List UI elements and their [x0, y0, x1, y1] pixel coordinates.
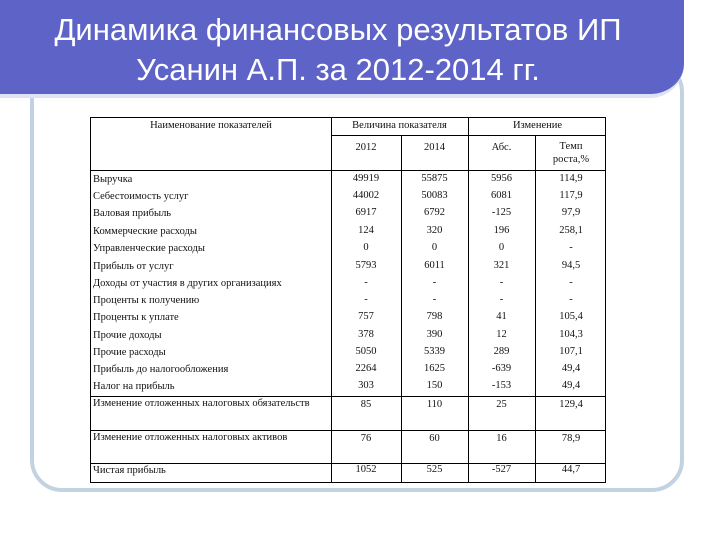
- row-label: Проценты к получению: [93, 295, 200, 306]
- table-cell: 289: [493, 346, 510, 357]
- table-cell: 320: [426, 225, 443, 236]
- table-cell: 5050: [355, 346, 377, 357]
- row-label: Управленческие расходы: [93, 243, 205, 254]
- table-cell: 78,9: [561, 433, 581, 444]
- table-cell: 117,9: [559, 190, 583, 201]
- table-cell: 94,5: [561, 260, 581, 271]
- row-label: Доходы от участия в других организациях: [93, 278, 282, 289]
- table-cell: -: [499, 294, 504, 305]
- table-cell: -: [569, 242, 573, 253]
- table-cell: 1052: [355, 464, 377, 475]
- table-cell: -527: [491, 464, 512, 475]
- table-cell: 49,4: [561, 380, 581, 391]
- table-cell: 6081: [491, 190, 512, 201]
- table-cell: 25: [496, 399, 507, 410]
- table-cell: 5339: [424, 346, 445, 357]
- table-cell: 41: [496, 311, 507, 322]
- header-change: Изменение: [512, 120, 563, 131]
- table-cell: 6011: [424, 260, 445, 271]
- table-cell: 321: [493, 260, 510, 271]
- table-cell: 124: [358, 225, 374, 236]
- table-cell: 5793: [355, 260, 377, 271]
- table-cell: -: [569, 294, 573, 305]
- table-cell: 97,9: [561, 207, 581, 218]
- row-label: Налог на прибыль: [93, 381, 175, 392]
- table-cell: 0: [498, 242, 505, 253]
- header-divider: [91, 170, 605, 171]
- table-cell: 44,7: [561, 464, 581, 475]
- table-cell: 105,4: [559, 311, 583, 322]
- header-rate: Темп роста,%: [552, 141, 590, 165]
- table-cell: 2264: [355, 363, 377, 374]
- financial-results-table: [90, 117, 606, 483]
- row-label: Прибыль до налогообложения: [93, 364, 229, 375]
- row-label: Себестоимость услуг: [93, 191, 189, 202]
- table-cell: 85: [360, 399, 372, 410]
- table-cell: 303: [358, 380, 374, 391]
- row-label: Прибыль от услуг: [93, 261, 174, 272]
- table-cell: -: [499, 277, 504, 288]
- header-abs: Абс.: [491, 142, 512, 153]
- title-line-1: Динамика финансовых результатов ИП: [54, 12, 622, 47]
- table-cell: -125: [491, 207, 512, 218]
- table-cell: -: [364, 277, 368, 288]
- table-cell: 104,3: [559, 329, 583, 340]
- table-cell: 114,9: [559, 173, 583, 184]
- table-cell: 60: [429, 433, 440, 444]
- table-cell: 49,4: [561, 363, 581, 374]
- table-cell: 55875: [421, 173, 448, 184]
- table-cell: 44002: [352, 190, 380, 201]
- table-cell: -: [432, 294, 437, 305]
- table-cell: 5956: [491, 173, 512, 184]
- table-cell: 390: [426, 329, 443, 340]
- row-label: Выручка: [93, 174, 133, 185]
- table-cell: 12: [496, 329, 507, 340]
- slide-title: [0, 10, 676, 90]
- row-label: Изменение отложенных налоговых обязательств: [93, 398, 310, 409]
- table-cell: 798: [426, 311, 443, 322]
- table-cell: 107,1: [559, 346, 583, 357]
- row-label: Валовая прибыль: [93, 208, 172, 219]
- table-cell: -: [364, 294, 368, 305]
- row-label: Коммерческие расходы: [93, 226, 197, 237]
- table-cell: 49919: [352, 173, 380, 184]
- table-cell: 6917: [355, 207, 377, 218]
- table-cell: 110: [426, 399, 443, 410]
- table-cell: 6792: [424, 207, 445, 218]
- table-cell: -153: [491, 380, 512, 391]
- table-cell: 0: [431, 242, 438, 253]
- table-cell: 1625: [424, 363, 445, 374]
- table-cell: 757: [358, 311, 374, 322]
- row-label: Прочие расходы: [93, 347, 166, 358]
- table-cell: 76: [360, 433, 372, 444]
- row-label: Чистая прибыль: [93, 465, 166, 476]
- table-cell: -: [569, 277, 573, 288]
- header-divider: [331, 135, 605, 136]
- header-name: Наименование показателей: [150, 120, 272, 131]
- row-label: Прочие доходы: [93, 330, 162, 341]
- header-2014: 2014: [424, 142, 445, 153]
- title-line-2: Усанин А.П. за 2012-2014 гг.: [136, 52, 540, 87]
- title-bar: [0, 0, 684, 98]
- table-cell: 378: [358, 329, 374, 340]
- row-label: Изменение отложенных налоговых активов: [93, 432, 288, 443]
- table-cell: 525: [426, 464, 443, 475]
- table-cell: -: [432, 277, 437, 288]
- table-cell: 129,4: [559, 399, 583, 410]
- table-cell: 0: [363, 242, 369, 253]
- table-cell: 150: [426, 380, 443, 391]
- table-cell: 196: [493, 225, 510, 236]
- header-2012: 2012: [355, 142, 377, 153]
- table-cell: -639: [491, 363, 512, 374]
- row-label: Проценты к уплате: [93, 312, 179, 323]
- table-cell: 258,1: [559, 225, 583, 236]
- table-cell: 50083: [421, 190, 448, 201]
- header-value: Величина показателя: [352, 120, 447, 131]
- table-cell: 16: [496, 433, 507, 444]
